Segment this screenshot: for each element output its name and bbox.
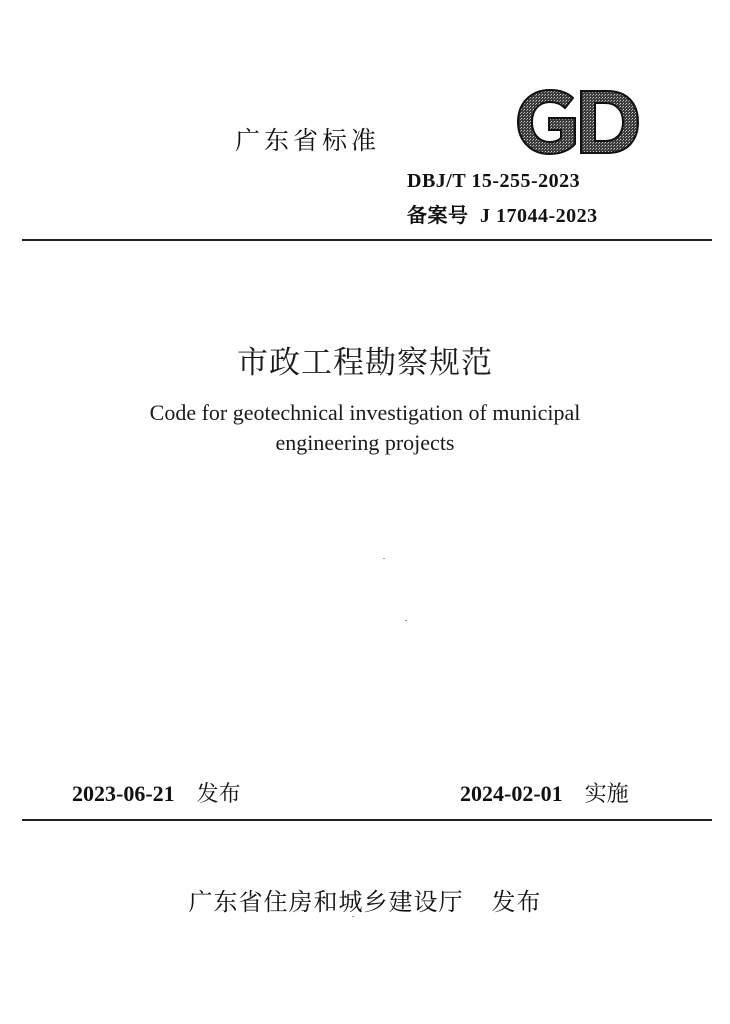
bottom-divider <box>22 819 712 821</box>
top-divider <box>22 239 712 241</box>
title-english-line2: engineering projects <box>275 430 455 455</box>
implement-label: 实施 <box>584 782 629 807</box>
record-number <box>407 199 598 228</box>
logo-letter-d <box>581 91 638 153</box>
publisher-line <box>0 882 730 917</box>
publisher-action: 发布 <box>491 888 542 916</box>
standard-category: 广东省标准 <box>235 126 381 155</box>
title-english-line1: Code for geotechnical investigation of municipal <box>149 400 581 425</box>
title-english <box>0 398 730 458</box>
implement-date: 2024-02-01 <box>460 781 563 806</box>
scan-speck <box>383 558 385 559</box>
issue-date: 2023-06-21 <box>72 781 175 806</box>
issue-date-line <box>72 777 241 808</box>
record-code: J 17044-2023 <box>480 205 598 227</box>
standard-code: DBJ/T 15-255-2023 <box>407 170 581 192</box>
scan-speck <box>405 620 407 621</box>
implement-date-line <box>460 777 629 808</box>
title-chinese: 市政工程勘察规范 <box>237 345 493 381</box>
issue-label: 发布 <box>196 782 241 807</box>
record-label: 备案号 <box>407 203 469 227</box>
logo-letter-g <box>518 90 575 154</box>
publisher-name: 广东省住房和城乡建设厅 <box>188 888 464 916</box>
gd-logo <box>515 88 640 156</box>
